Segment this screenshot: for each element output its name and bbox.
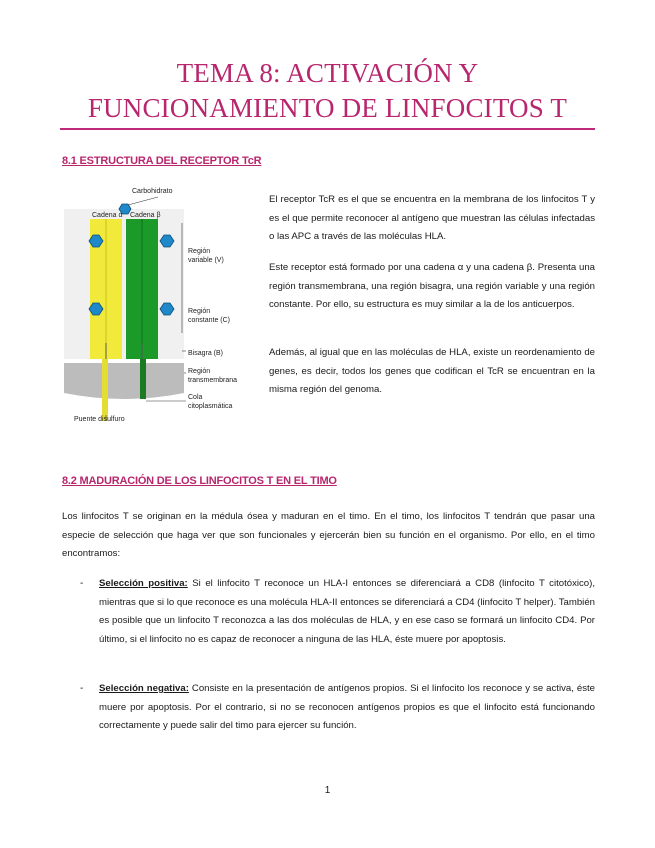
alpha-transmembrane [102,359,108,421]
section-heading-maturation: 8.2 MADURACIÓN DE LOS LINFOCITOS T EN EL TIMO [62,475,337,487]
figure-panel [64,209,184,359]
label-constant-2: constante (C) [188,317,231,324]
term-negative-selection: Selección negativa: [99,683,189,694]
title-line-1: TEMA 8: ACTIVACIÓN Y [176,58,479,88]
title-line-2: FUNCIONAMIENTO DE LINFOCITOS T [87,93,568,123]
label-tail-1: Cola [188,394,203,401]
positive-selection-text: Si el linfocito T reconoce un HLA-I entonces se diferenciará a CD8 (linfocito T citotóxico), mientras que si lo que reconoce es una molécula HLA-II entonces se diferenciará a CD4 (linfocito T helper). También es posible que un linfocito T reconozca a las dos moléculas de HLA, y en ese caso se formará un linfocito CD4. Por último, si el linfocito no es capaz de reconocer a ninguna de las HLA, éste muere por apoptosis. [99,578,596,645]
negative-selection-text: Consiste en la presentación de antígenos propios. Si el linfocito los reconoce y se activa, éste muere por apoptosis. Por el contrario, si no se reconocen antígenos propios es que el linfocito está funcionando correctamente y puede salir del timo para ejercer su función. [99,683,596,732]
bullet-marker: - [80,578,84,589]
label-transmembrane-1: Región [188,368,211,375]
section-heading-tcr: 8.1 ESTRUCTURA DEL RECEPTOR TcR [62,155,262,167]
beta-transmembrane [140,359,146,399]
term-positive-selection: Selección positiva: [99,578,188,589]
tcr-structure-diagram [62,183,254,423]
cell-membrane [64,363,184,399]
label-tail-2: citoplasmática [188,403,233,410]
page-number: 1 [324,785,331,796]
label-chain-alpha: Cadena α [92,212,123,219]
label-transmembrane-2: transmembrana [188,377,238,384]
maturation-intro: Los linfocitos T se originan en la médula ósea y maduran en el timo. En el timo, los linfocitos T tendrán que pasar una especie de selección que haga ver que son funcionales y ejercerán bien su función en el organismo. Por ello, en el timo encontramos: [62,511,595,560]
tcr-paragraph-1: El receptor TcR es el que se encuentra en la membrana de los linfocitos T y es el que permite reconocer al antígeno que muestran las células infectadas o las APC a través de las moléculas HLA. [269,194,595,243]
tcr-paragraph-3: Además, al igual que en las moléculas de HLA, existe un reordenamiento de genes, es decir, todos los genes que codifican el TcR se encuentran en la misma región del genoma. [269,347,595,396]
title-divider [60,128,595,130]
label-variable-1: Región [188,248,211,255]
label-disulfide: Puente disulfuro [74,416,125,423]
label-hinge: Bisagra (B) [188,350,224,357]
label-chain-beta: Cadena β [130,212,161,219]
list-item-positive-selection [99,575,595,649]
bullet-marker: - [80,683,84,694]
label-variable-2: variable (V) [188,257,224,264]
tcr-paragraph-2: Este receptor está formado por una cadena α y una cadena β. Presenta una región transmembrana, una región bisagra, una región variable y una región constante. Por ello, su estructura es muy similar a la de los anticuerpos. [269,262,595,311]
label-carbohydrate: Carbohidrato [132,188,173,195]
label-constant-1: Región [188,308,211,315]
list-item-negative-selection [99,680,595,736]
